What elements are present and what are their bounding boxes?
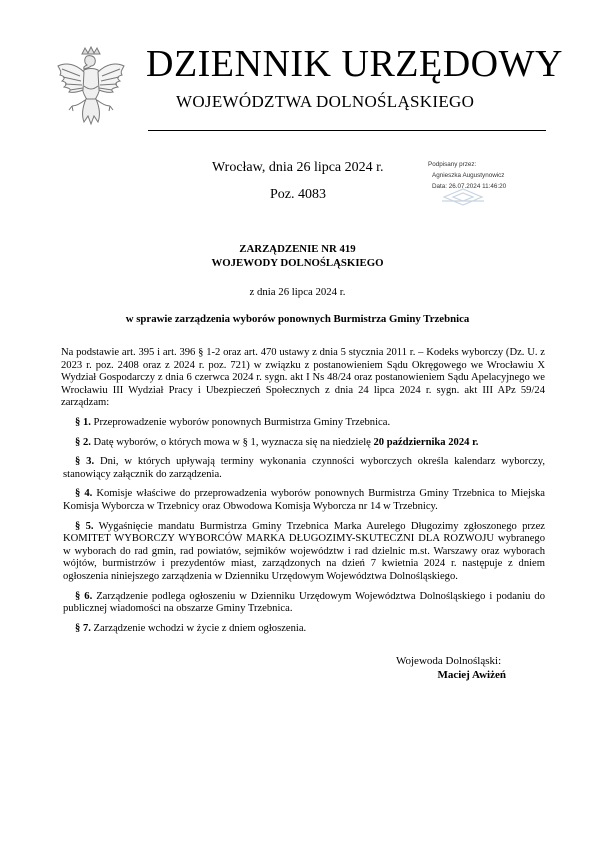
journal-subtitle: WOJEWÓDZTWA DOLNOŚLĄSKIEGO (176, 92, 475, 111)
eagle-emblem-icon (54, 44, 128, 130)
signer-block (396, 655, 536, 682)
act-body (63, 347, 545, 635)
signer-role: Wojewoda Dolnośląski: (396, 655, 502, 667)
paragraph-1: § 1. Przeprowadzenie wyborów ponownych Burmistrza Gminy Trzebnica. (75, 416, 391, 428)
position-number: Poz. 4083 (270, 187, 326, 202)
signature-date: Data: 26.07.2024 11:46:20 (432, 183, 507, 190)
signer-name: Maciej Awiżeń (437, 668, 506, 681)
act-title-number: ZARZĄDZENIE NR 419 (239, 243, 356, 255)
paragraph-3: § 3. Dni, w których upływają terminy wykonania czynności wyborczych określa kalendarz wyborczy, stanowiący załącznik do zarządzenia. (63, 456, 545, 480)
signature-signer: Agnieszka Augustynowicz (432, 172, 505, 179)
preamble: Na podstawie art. 395 i art. 396 § 1-2 oraz art. 470 ustawy z dnia 5 stycznia 2011 r. – Kodeks wyborczy (Dz. U. z 2023 r. poz. 2408 oraz z 2024 r. poz. 721) w związku z postanowieniem Sądu Okręgowego we Wrocławiu X Wydział Gospodarczy z dnia 6 czerwca 2024 r. sygn. akt I Ns 48/24 oraz postanowieniem Sądu Apelacyjnego we Wrocławiu III Wydział Pracy i Ubezpieczeń Społecznych z dnia 24 lipca 2024 r. sygn. akt III APz 59/24 zarządzam: (61, 347, 545, 409)
header-divider (148, 130, 546, 131)
act-title-issuer: WOJEWODY DOLNOŚLĄSKIEGO (211, 257, 384, 269)
paragraph-4: § 4. Komisje właściwe do przeprowadzenia wyborów ponownych Burmistrza Gminy Trzebnica to Miejska Komisja Wyborcza w Trzebnicy oraz Obwodowa Komisja Wyborcza nr 14 w Trzebnicy. (63, 488, 546, 512)
act-subject: w sprawie zarządzenia wyborów ponownych Burmistrza Gminy Trzebnica (125, 313, 470, 325)
paragraph-2: § 2. Datę wyborów, o których mowa w § 1, wyznacza się na niedzielę 20 października 2024 r. (75, 436, 479, 448)
journal-title: DZIENNIK URZĘDOWY (146, 43, 563, 85)
paragraph-5: § 5. Wygaśnięcie mandatu Burmistrza Gminy Trzebnica Marka Aurelego Długozimy zgłoszonego przez KOMITET WYBORCZY WYBORCÓW MARKA DŁUGOZIMY-SKUTECZNI DLA ROZWOJU wybranego w wyborach do rad gmin, rad powiatów, sejmików województw i rad dzielnic m.st. Warszawy oraz wyborach wójtów, burmistrzów i prezydentów miast, zarządzonych na dzień 7 kwietnia 2024 r. następuje z dniem ogłoszenia niniejszego zarządzenia w Dzienniku Urzędowym Województwa Dolnośląskiego. (63, 520, 545, 582)
paragraph-6: § 6. Zarządzenie podlega ogłoszeniu w Dzienniku Urzędowym Województwa Dolnośląskiego i podaniu do publicznej wiadomości na obszarze Gminy Trzebnica. (63, 590, 545, 615)
signature-stamp-icon (440, 187, 486, 207)
place-date: Wrocław, dnia 26 lipca 2024 r. (212, 160, 384, 175)
act-date: z dnia 26 lipca 2024 r. (249, 286, 346, 298)
signature-label: Podpisany przez: (428, 161, 477, 168)
paragraph-7: § 7. Zarządzenie wchodzi w życie z dniem ogłoszenia. (75, 622, 307, 634)
